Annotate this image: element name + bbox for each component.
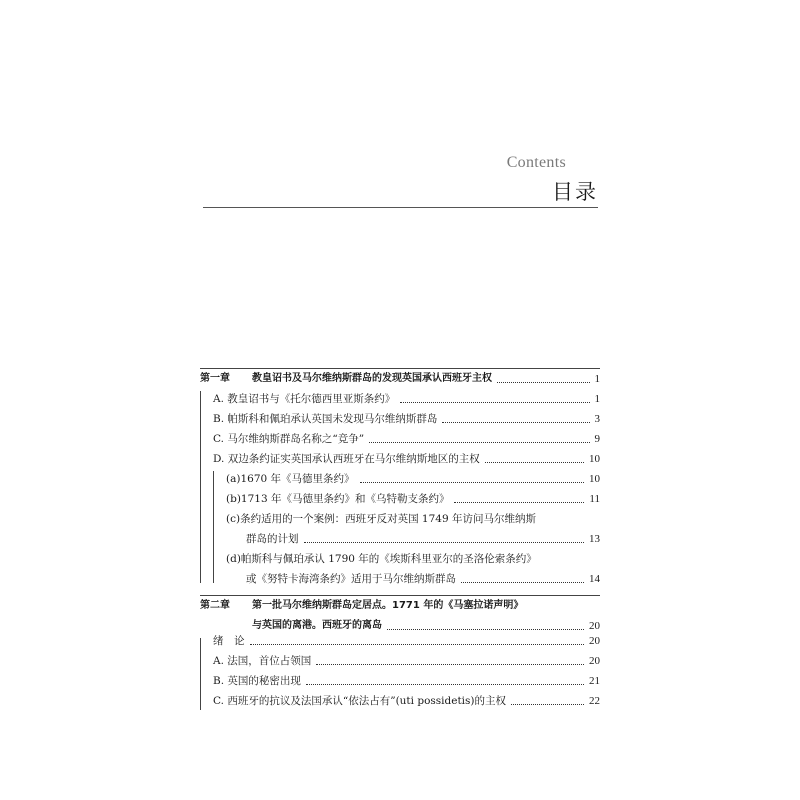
chapter1-page: 1: [594, 373, 600, 385]
toc-item-1b[interactable]: B. 帕斯科和佩珀承认英国未发现马尔维纳斯群岛 3: [213, 413, 600, 425]
dot-leader: [461, 582, 584, 583]
toc-subitem-d[interactable]: (d)帕斯科与佩珀承认 1790 年的《埃斯科里亚尔的圣洛伦索条约》: [226, 553, 537, 565]
toc-item-1a[interactable]: A. 教皇诏书与《托尔德西里亚斯条约》 1: [213, 393, 600, 405]
dot-leader: [511, 704, 584, 705]
toc-subitem-b[interactable]: (b)1713 年《马德里条约》和《乌特勒支条约》 11: [226, 493, 600, 505]
toc-subitem-a[interactable]: (a)1670 年《马德里条约》 10: [226, 473, 600, 485]
toc-item-2b[interactable]: B. 英国的秘密出现 21: [213, 675, 600, 687]
chapter2-title: 第一批马尔维纳斯群岛定居点。1771 年的《马塞拉诺声明》: [252, 600, 524, 611]
toc-item-2c[interactable]: C. 西班牙的抗议及法国承认“依法占有”(uti possidetis)的主权 22: [213, 695, 600, 707]
dot-leader: [306, 684, 584, 685]
dot-leader: [387, 629, 584, 630]
dot-leader: [497, 382, 590, 383]
dot-leader: [360, 482, 584, 483]
dot-leader: [400, 402, 589, 403]
toc-subitem-c[interactable]: (c)条约适用的一个案例：西班牙反对英国 1749 年访问马尔维纳斯: [226, 513, 536, 525]
dot-leader: [442, 422, 589, 423]
chapter1-heading[interactable]: [200, 369, 600, 389]
header-divider: [203, 207, 598, 208]
dot-leader: [304, 542, 585, 543]
toc-subitem-c-cont[interactable]: 群岛的计划 13: [246, 533, 600, 545]
dot-leader: [454, 502, 584, 503]
chapter2-label: 第二章: [200, 600, 230, 611]
dot-leader: [250, 644, 585, 645]
contents-heading-zh: 目录: [552, 180, 598, 204]
toc-item-1d[interactable]: D. 双边条约证实英国承认西班牙在马尔维纳斯地区的主权 10: [213, 453, 600, 465]
dot-leader: [369, 442, 589, 443]
dot-leader: [316, 664, 584, 665]
chapter2-heading[interactable]: [200, 596, 600, 616]
chapter2-heading-cont[interactable]: 与英国的离港。西班牙的离岛 20: [252, 620, 600, 632]
toc-subitem-d-cont[interactable]: 或《努特卡海湾条约》适用于马尔维纳斯群岛 14: [246, 573, 600, 585]
toc-item-2a[interactable]: A. 法国，首位占领国 20: [213, 655, 600, 667]
contents-heading-en: Contents: [506, 154, 566, 171]
toc-item-1c[interactable]: C. 马尔维纳斯群岛名称之“竞争” 9: [213, 433, 600, 445]
chapter1-title: 教皇诏书及马尔维纳斯群岛的发现英国承认西班牙主权: [252, 373, 492, 384]
chapter1-label: 第一章: [200, 373, 230, 384]
toc-item-2-intro[interactable]: 绪 论 20: [213, 635, 600, 647]
dot-leader: [485, 462, 584, 463]
